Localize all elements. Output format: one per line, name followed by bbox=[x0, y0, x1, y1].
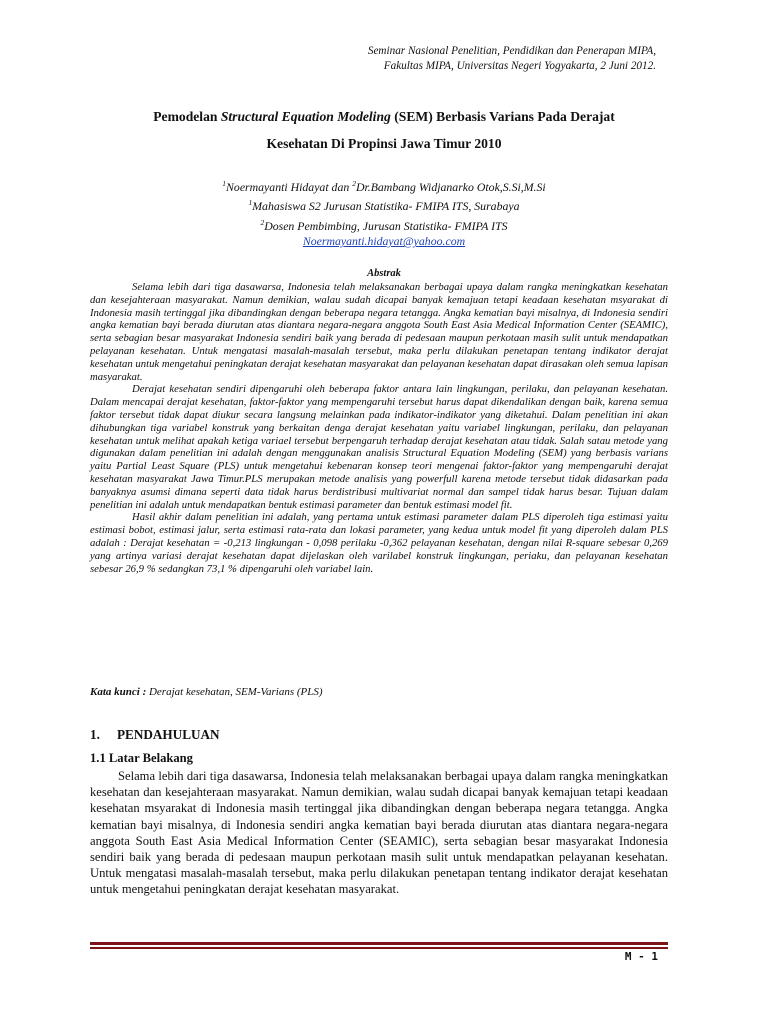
title-part-1: Pemodelan bbox=[153, 109, 221, 124]
author2-name: Dr.Bambang Widjanarko Otok,S.Si,M.Si bbox=[355, 179, 546, 194]
keywords-label: Kata kunci : bbox=[90, 686, 147, 698]
author1-name: Noermayanti Hidayat dan bbox=[226, 179, 353, 194]
affil1-text: Mahasiswa S2 Jurusan Statistika- FMIPA ITS, Surabaya bbox=[252, 199, 520, 214]
abstract-paragraph-3: Hasil akhir dalam penelitian ini adalah, yang pertama untuk estimasi parameter dalam PLS diperoleh tiga estimasi yaitu estimasi bobot, estimasi jalur, serta estimasi rata-rata dan lokasi parameter, yang kedua untuk model fit yang diperoleh dalam PLS adalah : Derajat kesehatan = -0,213 lingkungan - 0,098 perilaku -0,362 pelayanan kesehatan, dengan nilai R-square sebesar 0,269 yang artinya variasi derajat kesehatan dapat dijelaskan oleh varilabel konstruk lingkungan, periaku, dan pelayanan kesehatan sebesar 26,9 % sedangkan 73,1 % dipengaruhi oleh variabel lain. bbox=[90, 511, 668, 575]
affil2-text: Dosen Pembimbing, Jurusan Statistika- FMIPA ITS bbox=[264, 218, 508, 233]
footer-rule-thick bbox=[90, 942, 668, 945]
abstract-body bbox=[90, 281, 668, 575]
section-body bbox=[90, 768, 668, 898]
affiliation-1 bbox=[98, 195, 670, 214]
abstract-heading: Abstrak bbox=[367, 268, 401, 279]
abstract-paragraph-1: Selama lebih dari tiga dasawarsa, Indonesia telah melaksanakan berbagai upaya dalam rangka meningkatkan kesehatan dan kesejahteraan masyarakat. Namun demikian, walau sudah dicapai banyak kemajuan tetapi keadaan kesehatan msyarakat di Indonesia masih tertinggal jika dibandingkan dengan beberapa negara tetangga. Angka kematian bayi misalnya, di Indonesia sendiri angka kematian bayi berada diurutan atas diantara negara-negara anggota South East Asia Medical Information Center (SEAMIC), serta sebagian besar masyarakat Indonesia sendiri baik yang berada di pedesaan maupun perkotaan masih sulit untuk mendapatkan pelayanan kesehatan. Untuk mengatasi masalah-masalah tersebut, maka perlu dilakukan penetapan tentang indikator derajat kesehatan untuk mengetahui peningkatan derajat kesehatan masyarakat dan pelayanan kesehatan dapat dirasakan oleh semua lapisan masyarakat. bbox=[90, 281, 668, 383]
section-title: PENDAHULUAN bbox=[117, 727, 220, 742]
author2-sup: 2 bbox=[352, 179, 356, 188]
subsection-heading: 1.1 Latar Belakang bbox=[90, 751, 193, 765]
title-line-2: Kesehatan Di Propinsi Jawa Timur 2010 bbox=[266, 136, 502, 151]
header-line-2: Fakultas MIPA, Universitas Negeri Yogyakarta, 2 Juni 2012. bbox=[383, 60, 656, 72]
abstract-paragraph-2: Derajat kesehatan sendiri dipengaruhi oleh beberapa faktor antara lain lingkungan, perilaku, dan pelayanan kesehatan. Dalam mencapai derajat kesehatan, faktor-faktor yang mempengaruhi tersebut harus dapat dikendalikan dengan baik, karena semua faktor tersebut tidak dapat diukur secara langsung melainkan pada indikator-indikator yang diketahui. Dalam penelitian ini akan dihubungkan tiga variabel konstruk yang berkaitan denga derajat kesehatan yaitu variabel lingkungan, perilaku, dan pelayanan kesehatan untuk melihat apakah ketiga variael tersebut berpengaruh terhadap derajat kesehatan atau tidak. Salah satau metode yang digunakan dalam penelitian ini adalah dengan menggunakan analisis Structural Equation Modeling (SEM) yang berbasis varians yaitu Partial Least Square (PLS) untuk mengetahui kebenaran konsep teori mengenai faktor-faktor yang mempengaruhi derajat kesehatan masyarakat Jawa Timur.PLS merupakan metode analisis yang powerfull karena metode tersebut tidak didasarkan pada banyaknya asumsi dimana seperti data tidak harus berdistribusi multivariat normal dan sampel tidak harus besar. Tujuan dalam penelitian ini adalah untuk mendapatkan bentuk estimasi parameter dan bentuk estimasi model fit. bbox=[90, 383, 668, 511]
conference-header bbox=[368, 44, 656, 74]
section-number: 1. bbox=[90, 727, 100, 742]
author-email[interactable] bbox=[98, 234, 670, 250]
title-line-1 bbox=[98, 103, 670, 130]
footer-rule-thin bbox=[90, 947, 668, 949]
title-italic: Structural Equation Modeling bbox=[220, 109, 391, 124]
keywords bbox=[90, 686, 668, 698]
authors-block bbox=[98, 176, 670, 250]
section-heading bbox=[90, 727, 220, 743]
affil1-sup: 1 bbox=[248, 198, 253, 208]
affil2-sup: 2 bbox=[260, 217, 265, 227]
author-names bbox=[98, 176, 670, 195]
title-part-2: (SEM) Berbasis Varians Pada Derajat bbox=[390, 109, 615, 124]
keywords-text: Derajat kesehatan, SEM-Varians (PLS) bbox=[146, 686, 323, 698]
page-number: M - 1 bbox=[624, 950, 658, 963]
affiliation-2 bbox=[98, 215, 670, 234]
body-paragraph: Selama lebih dari tiga dasawarsa, Indonesia telah melaksanakan berbagai upaya dalam rangka meningkatkan kesehatan dan kesejahteraan masyarakat. Namun demikian, walau sudah dicapai banyak kemajuan tetapi keadaan kesehatan msyarakat di Indonesia masih tertinggal jika dibandingkan dengan beberapa negara tetangga. Angka kematian bayi misalnya, di Indonesia sendiri angka kematian bayi berada diurutan atas diantara negara-negara anggota South East Asia Medical Information Center (SEAMIC), serta sebagian besar masyarakat Indonesia sendiri baik yang berada di pedesaan maupun perkotaan masih sulit untuk mendapatkan pelayanan kesehatan. Untuk mengatasi masalah-masalah tersebut, maka perlu dilakukan penetapan tentang indikator derajat kesehatan untuk mengetahui peningkatan derajat kesehatan masyarakat. bbox=[90, 769, 668, 897]
email-link[interactable]: Noermayanti.hidayat@yahoo.com bbox=[302, 234, 466, 249]
author1-sup: 1 bbox=[222, 179, 227, 188]
paper-title bbox=[98, 103, 670, 157]
header-line-1: Seminar Nasional Penelitian, Pendidikan dan Penerapan MIPA, bbox=[367, 45, 656, 57]
